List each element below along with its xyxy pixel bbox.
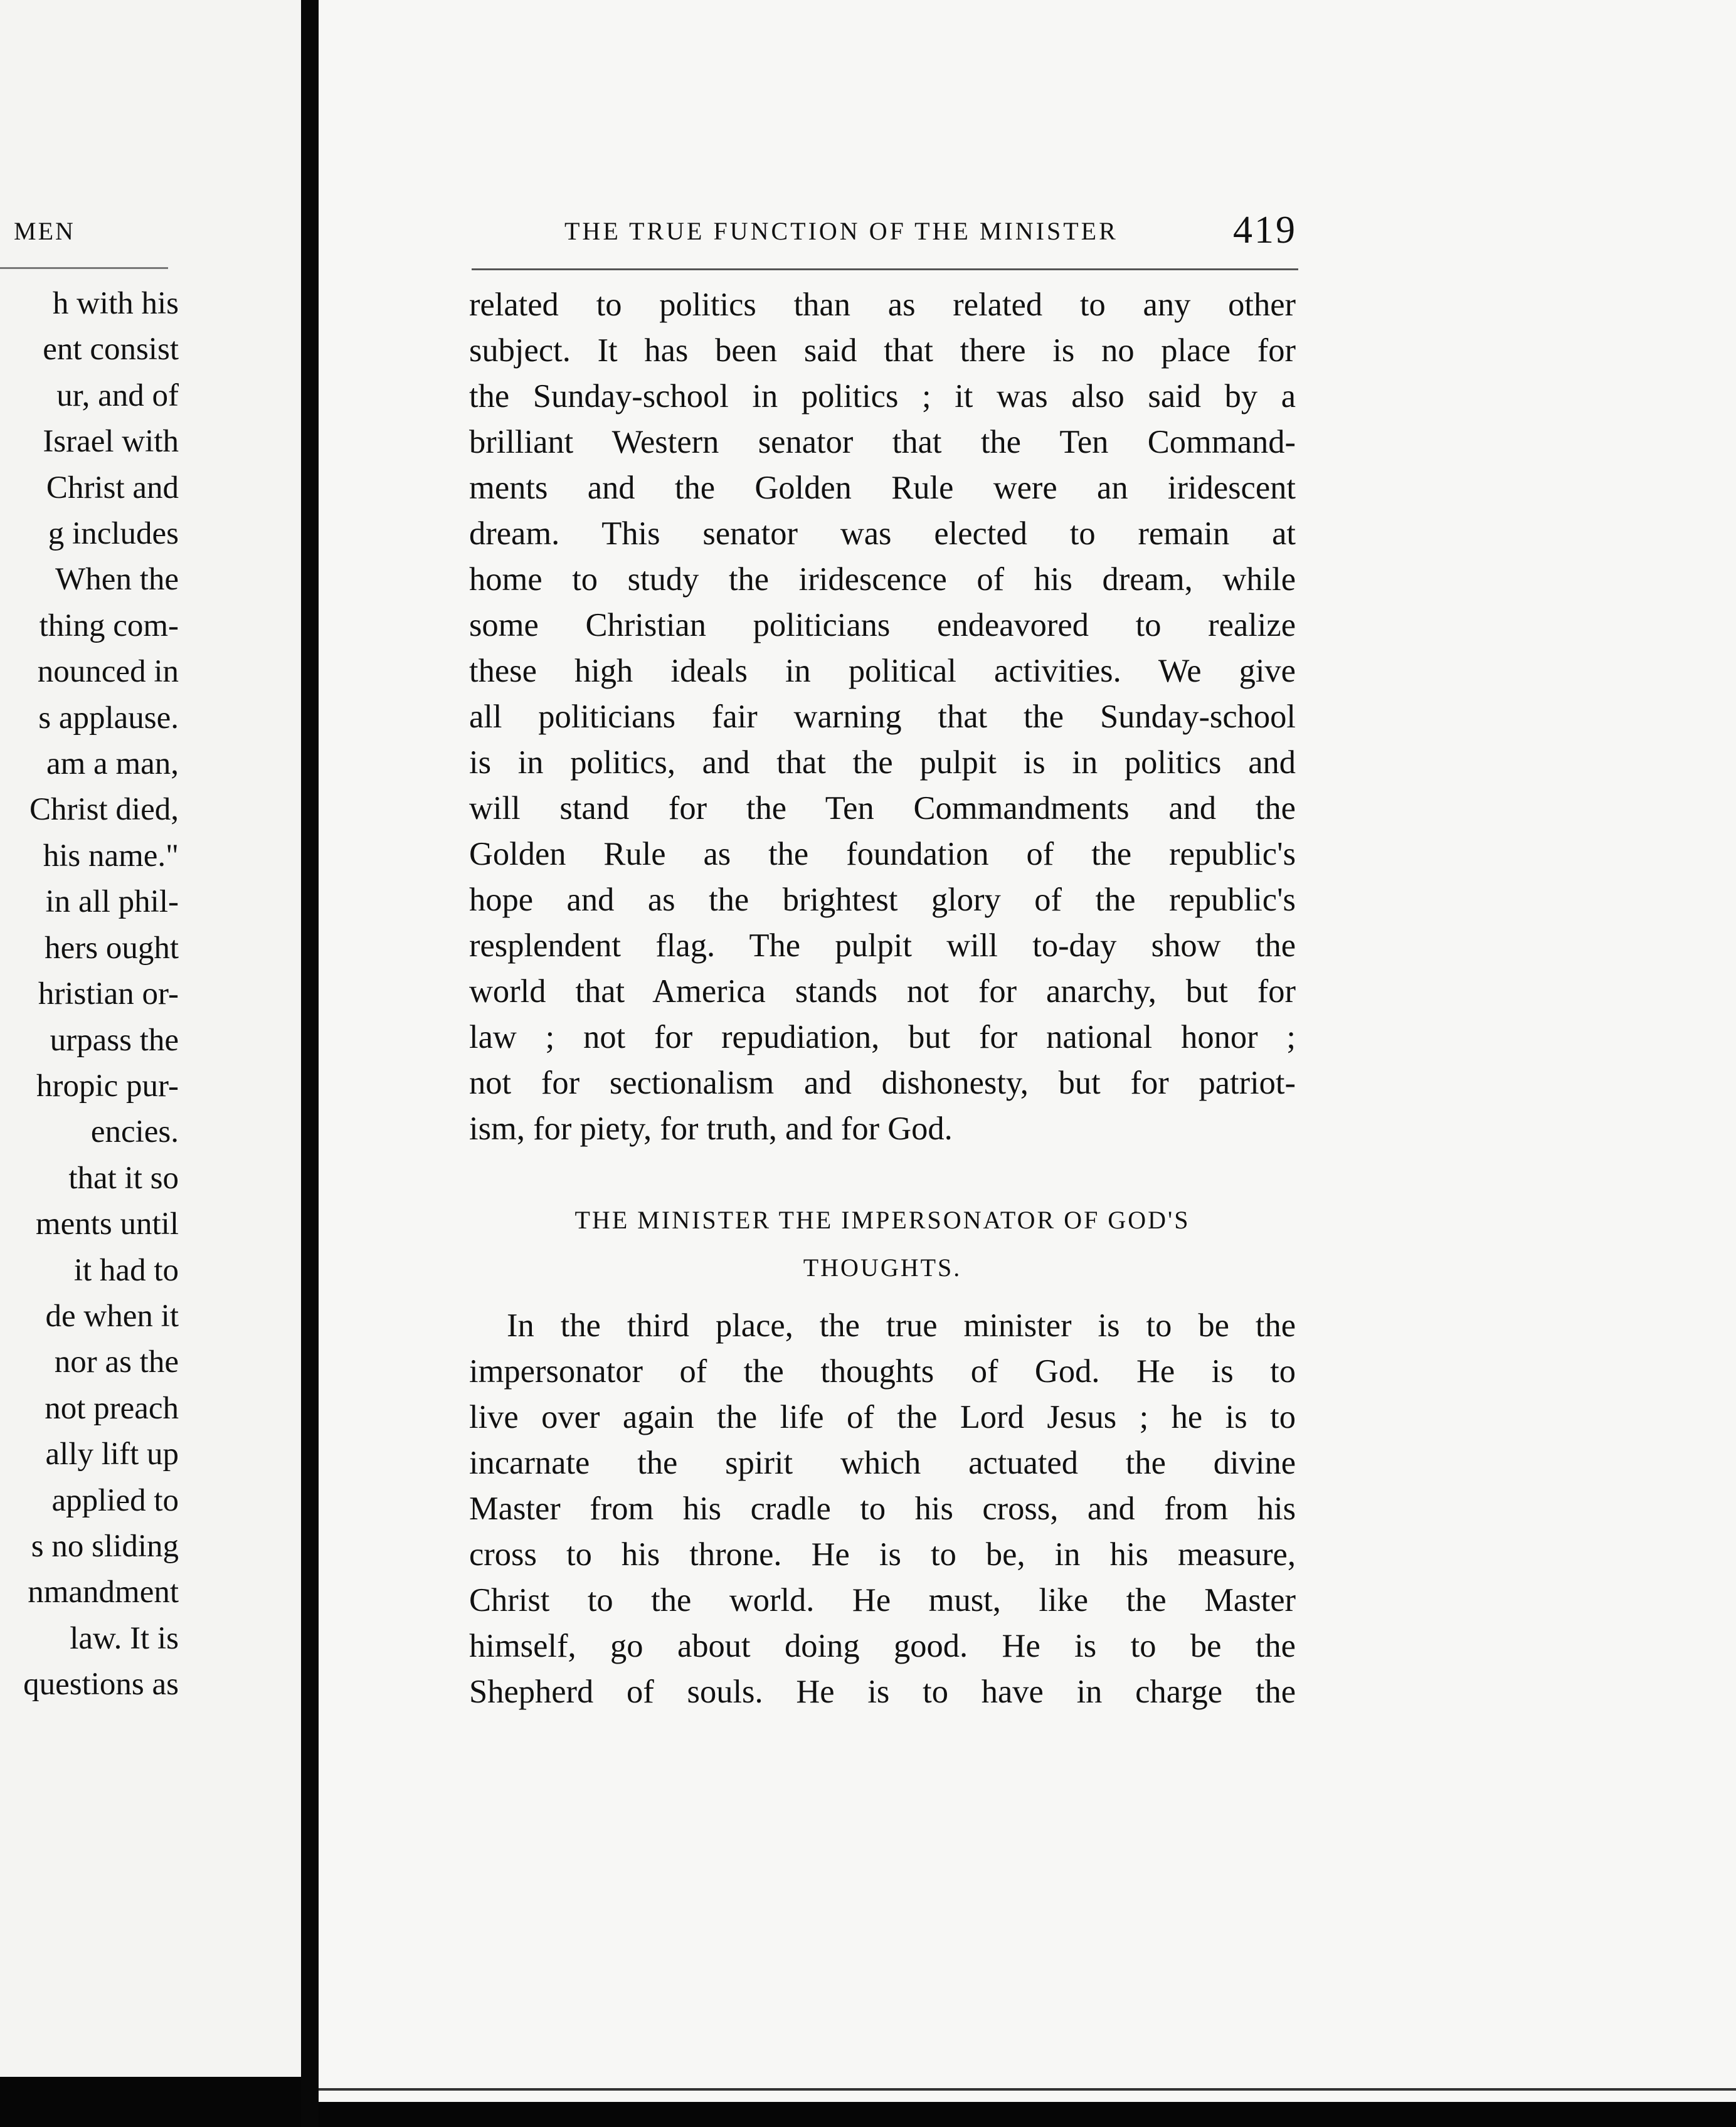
text-line: hropic pur- [36,1068,179,1104]
text-line: s no sliding [31,1528,179,1564]
header-rule [472,268,1298,270]
text-line: Christ and [46,470,179,505]
book-gutter [301,0,319,2127]
text-line: some Christian politicians endeavored to realize [469,607,1296,643]
text-line: not preach [45,1390,179,1426]
text-line: encies. [90,1114,179,1150]
left-page-text [0,281,179,1708]
text-line: subject. It has been said that there is no place for [469,332,1296,369]
text-line: ments and the Golden Rule were an iridescent [469,470,1296,506]
text-line: all politicians fair warning that the Sunday-school [469,699,1296,735]
text-line: is in politics, and that the pulpit is in politics and [469,744,1296,781]
text-line: Golden Rule as the foundation of the republic's [469,836,1296,872]
text-line: hope and as the brightest glory of the republic's [469,882,1296,918]
text-line: nmandment [28,1575,179,1610]
text-line: these high ideals in political activities. We give [469,653,1296,689]
text-line: Christ to the world. He must, like the Master [469,1582,1296,1618]
text-line: brilliant Western senator that the Ten Command- [469,424,1296,460]
text-line: questions as [23,1667,179,1702]
text-line: de when it [45,1298,179,1334]
left-header-rule [0,267,168,269]
text-line: h with his [52,286,179,321]
text-line: thing com- [39,608,179,643]
text-line: will stand for the Ten Commandments and the [469,790,1296,826]
text-line: law. It is [70,1620,179,1656]
text-line: ur, and of [56,377,179,413]
text-line: Master from his cradle to his cross, and from his [469,1491,1296,1527]
text-line: In the third place, the true minister is to be the [507,1307,1296,1344]
text-line: nor as the [54,1344,179,1380]
running-head: THE TRUE FUNCTION OF THE MINISTER [564,217,1118,245]
left-running-head: MEN [14,217,75,245]
text-line: nounced in [37,654,179,690]
page-number: 419 [1233,209,1297,251]
text-line: am a man, [46,746,179,782]
text-line: g includes [48,516,179,552]
text-line: Christ died, [29,792,179,828]
left-page [0,0,301,2077]
text-line: ally lift up [45,1437,179,1472]
text-line: world that America stands not for anarchy, but for [469,973,1296,1010]
text-line: it had to [73,1252,179,1288]
section-heading-line-2: THOUGHTS. [803,1254,962,1282]
paragraph-1 [469,282,1296,1152]
text-line: incarnate the spirit which actuated the divine [469,1445,1296,1481]
text-line: Shepherd of souls. He is to have in charge the [469,1674,1296,1710]
text-line: s applause. [38,700,179,736]
text-line: in all phil- [45,884,179,920]
section-heading-line-1: THE MINISTER THE IMPERSONATOR OF GOD'S [574,1206,1190,1234]
text-line: home to study the iridescence of his dream, while [469,561,1296,598]
text-line: dream. This senator was elected to remain at [469,515,1296,552]
text-line: live over again the life of the Lord Jesus ; he is to [469,1399,1296,1435]
text-line: hristian or- [38,976,179,1012]
text-line: resplendent flag. The pulpit will to-day show the [469,927,1296,964]
text-line: When the [55,562,179,598]
text-line: cross to his throne. He is to be, in his measure, [469,1536,1296,1573]
text-line: himself, go about doing good. He is to be the [469,1628,1296,1664]
paragraph-2 [469,1303,1296,1715]
section-heading [469,1196,1296,1292]
text-line: urpass the [50,1022,179,1058]
text-line: Israel with [43,424,179,460]
text-line: the Sunday-school in politics ; it was also said by a [469,378,1296,414]
text-line: impersonator of the thoughts of God. He is to [469,1353,1296,1390]
text-line: his name." [43,838,179,873]
text-line: hers ought [45,930,179,966]
text-line: ments until [35,1206,179,1242]
text-line: not for sectionalism and dishonesty, but for patriot- [469,1065,1296,1101]
text-line: ism, for piety, for truth, and for God. [469,1111,953,1147]
text-line: law ; not for repudiation, but for national honor ; [469,1019,1296,1055]
text-line: that it so [68,1160,179,1196]
text-line: ent consist [43,332,179,367]
text-line: related to politics than as related to any other [469,287,1296,323]
text-line: applied to [51,1482,179,1518]
